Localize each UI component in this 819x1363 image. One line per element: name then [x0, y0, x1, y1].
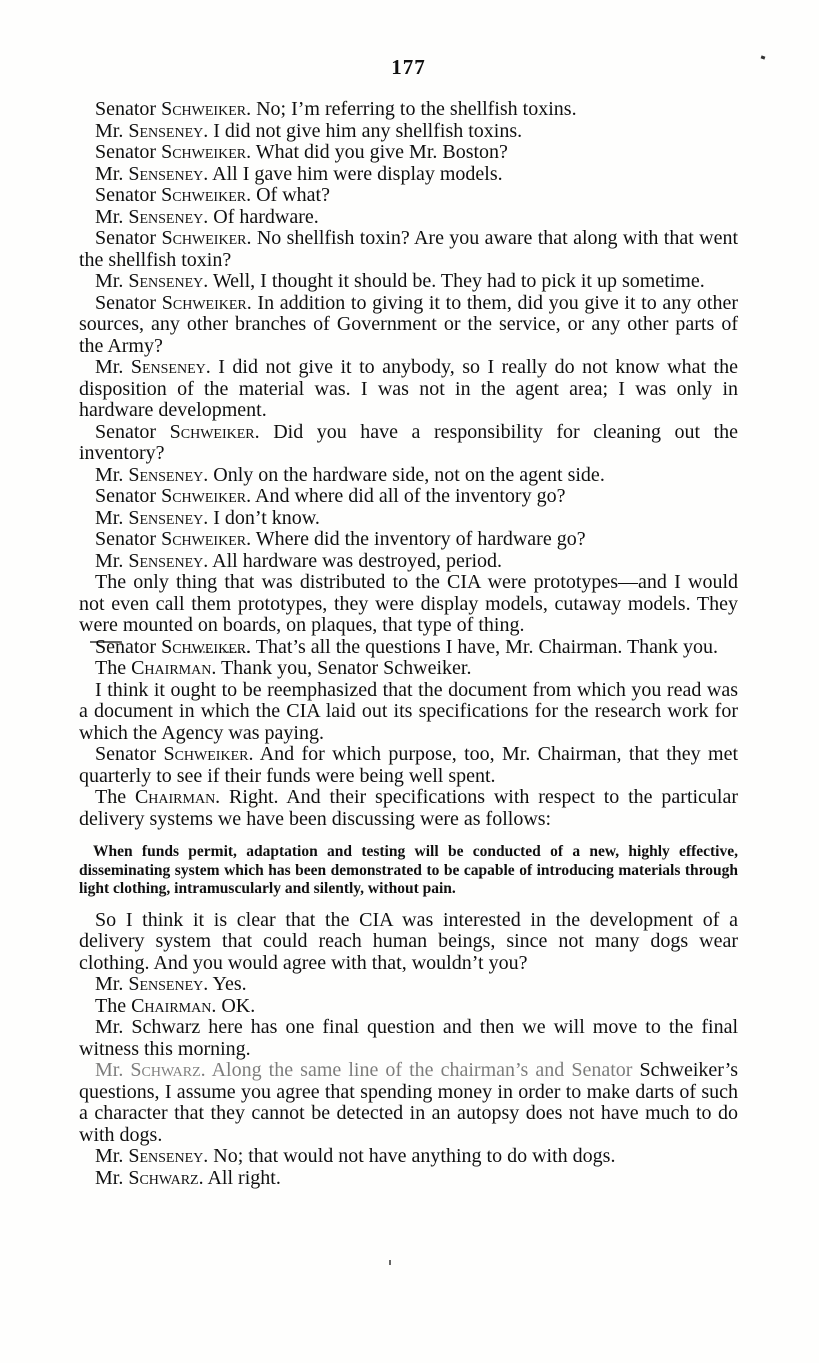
paragraph-text: When funds permit, adaptation and testing will be conducted of a new, highly effective, disseminating system which has been demonstrated to be capable of introducing materials through light clothing, intramuscularly and silently, without pain.: [79, 843, 738, 897]
paragraph-text: I did not give him any shellfish toxins.: [213, 119, 523, 142]
scan-speck: [761, 55, 766, 59]
paragraph-text: Only on the hardware side, not on the agent side.: [213, 463, 605, 486]
paragraph-text: I did not give it to anybody, so I really do not know what the disposition of the material was. I was not in the agent area; I was only in hardware development.: [79, 356, 738, 421]
paragraph-text: So I think it is clear that the CIA was interested in the development of a delivery system that could reach human beings, since not many dogs wear clothing. And you would agree with that, wouldn’t you?: [79, 908, 738, 974]
speaker-label: Mr. Senseney.: [95, 270, 209, 292]
transcript-paragraph: [79, 974, 738, 996]
page-number: 177: [391, 55, 426, 79]
paragraph-text: Of what?: [256, 184, 330, 206]
transcript-paragraph: [79, 207, 738, 229]
transcript-paragraph: [79, 637, 738, 659]
paragraph-text: Mr. Schwarz here has one final question and then we will move to the final witness this morning.: [79, 1016, 738, 1060]
transcript-paragraph: [79, 185, 738, 207]
paragraph-text: Right. And their specifications with respect to the particular delivery systems we have been discussing were as follows:: [79, 786, 739, 830]
speaker-label: Mr. Schwarz.: [95, 1166, 204, 1189]
paragraph-text: All right.: [207, 1166, 281, 1189]
paragraph-text: Thank you, Senator Schweiker.: [220, 657, 472, 679]
transcript-paragraph: [79, 1168, 738, 1190]
paragraph-text: And for which purpose, too, Mr. Chairman, that they met quarterly to see if their funds were being well spent.: [79, 743, 738, 787]
transcript-paragraph: [79, 1017, 738, 1060]
transcript-paragraph: [79, 910, 738, 975]
speaker-label: Mr. Schwarz.: [95, 1059, 206, 1081]
speaker-label: Mr. Senseney.: [95, 162, 209, 185]
speaker-label: The Chairman.: [95, 786, 221, 808]
paragraph-text: No; that would not have anything to do with dogs.: [213, 1145, 616, 1167]
paragraph-text: Along the same line of the chairman’s and Senator: [211, 1059, 633, 1081]
paragraph-text: All hardware was destroyed, period.: [212, 549, 503, 572]
paragraph-text: What did you give Mr. Boston?: [255, 141, 508, 163]
paragraph-text: The only thing that was distributed to the CIA were prototypes—and I would not even call them prototypes, they were display models, cutaway models. They were mounted on boards, on plaques, that type of thing.: [79, 571, 738, 636]
speaker-label: Mr. Senseney.: [95, 356, 211, 378]
speaker-label: Mr. Senseney.: [95, 463, 209, 486]
transcript-paragraph: [79, 164, 738, 186]
paragraph-text: Did you have a responsibility for cleaning out the inventory?: [79, 420, 739, 464]
transcript-paragraph: [79, 1146, 738, 1168]
transcript-paragraph: [79, 422, 738, 465]
transcript-paragraph: [79, 744, 738, 787]
scan-speck: [389, 1260, 391, 1265]
speaker-label: Mr. Senseney.: [95, 119, 209, 142]
paragraph-text: Yes.: [212, 973, 247, 995]
transcript-paragraph: [79, 357, 738, 422]
faded-scan-line: [95, 1059, 632, 1081]
speaker-label: Senator Schweiker.: [95, 291, 252, 314]
paragraph-text: Where did the inventory of hardware go?: [255, 528, 586, 550]
transcript-paragraph: [79, 99, 738, 121]
speaker-label: Senator Schweiker.: [95, 184, 252, 206]
transcript-paragraph: [79, 787, 738, 830]
speaker-label: Mr. Senseney.: [95, 549, 209, 572]
speaker-label: The Chairman.: [95, 994, 217, 1017]
speaker-label: Senator Schweiker.: [95, 98, 252, 120]
transcript-paragraph: [79, 658, 738, 680]
transcript-paragraph: [79, 529, 738, 551]
paragraph-text: OK.: [221, 994, 256, 1017]
paragraph-text: That’s all the questions I have, Mr. Chairman. Thank you.: [255, 635, 719, 658]
speaker-label: Mr. Senseney.: [95, 973, 209, 995]
transcript-paragraph: [79, 508, 738, 530]
speaker-label: Mr. Senseney.: [95, 205, 209, 228]
transcript-paragraph: [79, 1060, 738, 1146]
transcript-paragraph: [79, 996, 738, 1018]
speaker-label: Senator Schweiker.: [95, 743, 254, 765]
transcript-paragraph: [79, 680, 738, 745]
paragraph-text: Well, I thought it should be. They had to pick it up sometime.: [212, 270, 705, 292]
transcript-paragraph: [79, 293, 738, 358]
scan-artifact: [191, 651, 249, 653]
speaker-label: Senator Schweiker.: [95, 420, 260, 443]
paragraph-text: I think it ought to be reemphasized that the document from which you read was a document in which the CIA laid out its specifications for the research work for which the Agency was paying.: [79, 678, 738, 744]
speaker-label: Senator Schweiker.: [95, 485, 252, 507]
transcript-paragraph: [79, 551, 738, 573]
transcript-paragraph: [79, 465, 738, 487]
transcript-paragraph: [79, 142, 738, 164]
paragraph-text: Schweiker’s questions, I assume you agree that spending money in order to make darts of such a character that they cannot be detected in an autopsy does not have much to do with dogs.: [79, 1059, 738, 1146]
transcript-paragraph: [79, 228, 738, 271]
paragraph-text: In addition to giving it to them, did you give it to any other sources, any other branches of Government or the service, or any other parts of the Army?: [79, 291, 739, 357]
quoted-specification: [79, 843, 738, 899]
paragraph-text: All I gave him were display models.: [212, 162, 503, 185]
transcript-paragraph: [79, 121, 738, 143]
speaker-label: Mr. Senseney.: [95, 1145, 209, 1167]
speaker-label: Senator Schweiker.: [95, 528, 252, 550]
transcript-paragraph: [79, 271, 738, 293]
transcript-body: [79, 99, 738, 1189]
paragraph-text: I don’t know.: [213, 506, 320, 529]
speaker-label: Senator Schweiker.: [95, 635, 252, 658]
transcript-paragraph: [79, 486, 738, 508]
scan-artifact: [90, 641, 122, 643]
speaker-label: The Chairman.: [95, 657, 217, 679]
speaker-label: Senator Schweiker.: [95, 227, 252, 249]
transcript-paragraph: [79, 572, 738, 637]
speaker-label: Senator Schweiker.: [95, 141, 252, 163]
paragraph-text: Of hardware.: [213, 205, 319, 228]
paragraph-text: No; I’m referring to the shellfish toxins.: [256, 98, 577, 120]
paragraph-text: And where did all of the inventory go?: [255, 485, 566, 507]
speaker-label: Mr. Senseney.: [95, 506, 209, 529]
paragraph-text: No shellfish toxin? Are you aware that along with that went the shellfish toxin?: [79, 227, 739, 271]
